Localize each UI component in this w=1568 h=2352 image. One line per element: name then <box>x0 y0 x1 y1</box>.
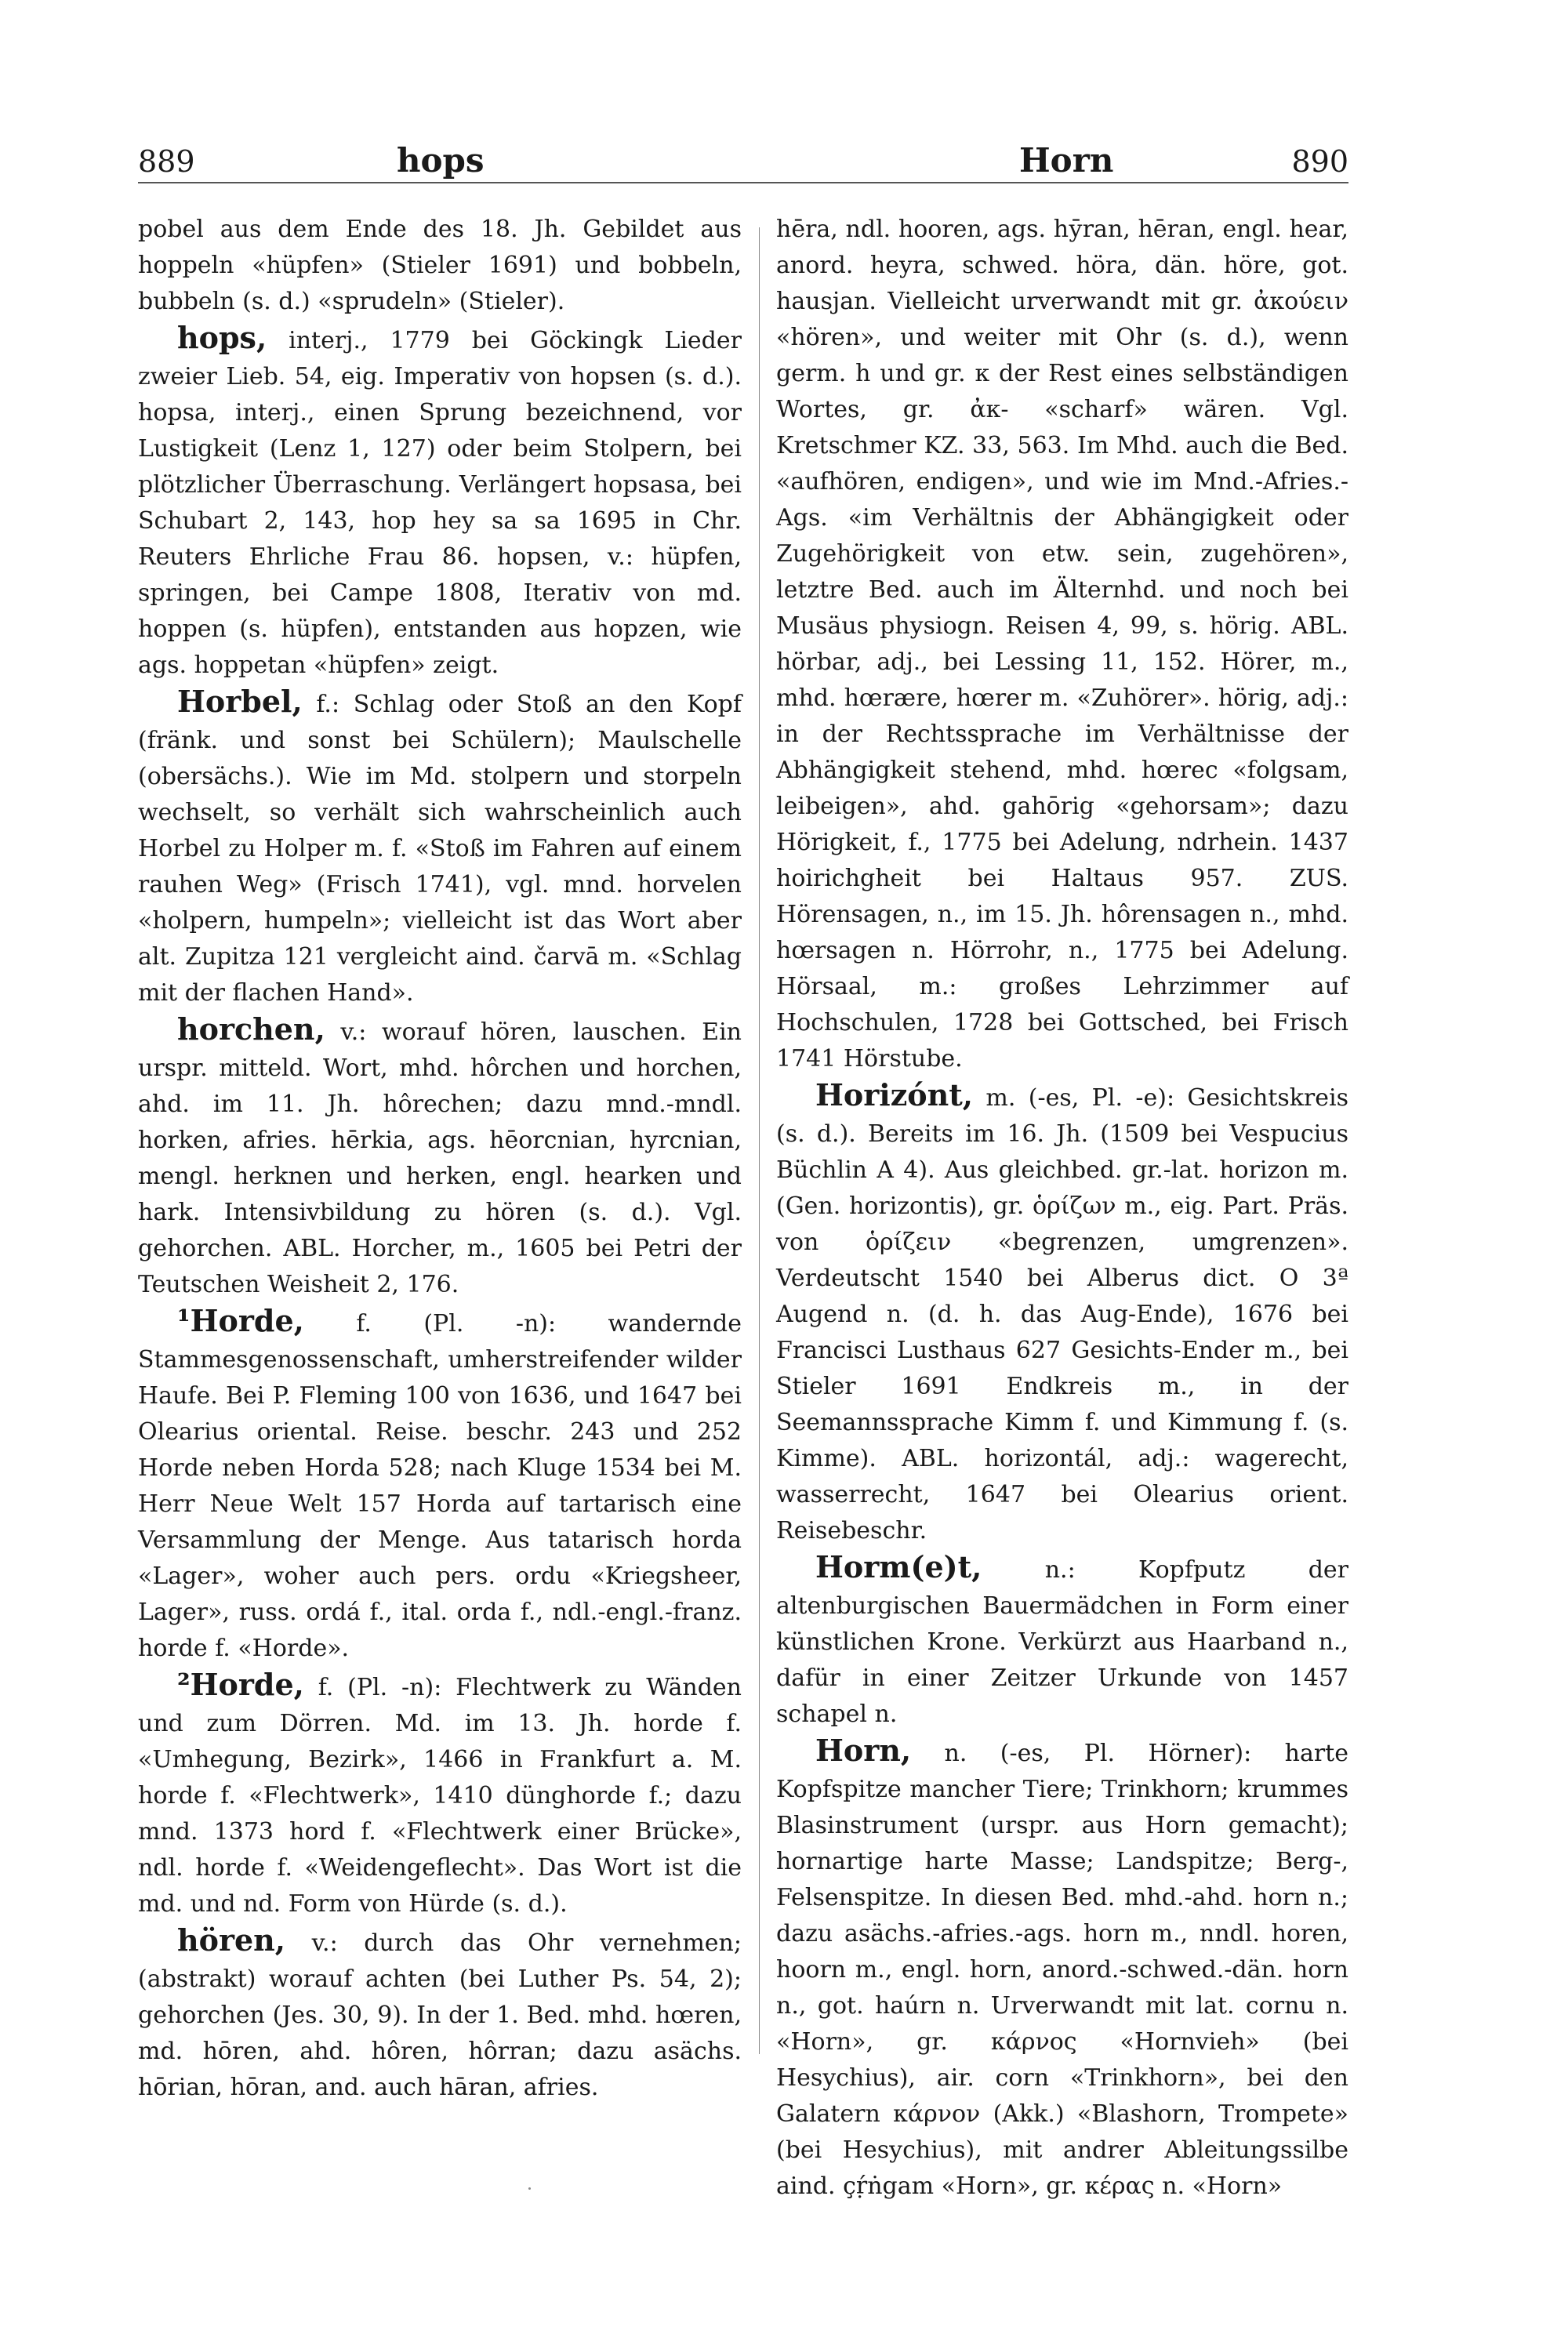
left-page-header <box>138 140 757 187</box>
dictionary-entry <box>138 1922 742 2106</box>
entry-text: hēra, ndl. hooren, ags. hӯran, hēran, engl. hear, anord. heyra, schwed. höra, dän. höre, got. hausjan. Vielleicht urverwandt mit gr. ἀκούειν «hören», und weiter mit Ohr (s. d.), wenn germ. h und gr. κ der Rest eines selbständigen Wortes, gr. ἀκ- «scharf» wären. Vgl. Kretschmer KZ. 33, 563. Im Mhd. auch die Bed. «aufhören, endigen», und wie im Mnd.-Afries.-Ags. «im Verhältnis der Abhängigkeit oder Zugehörigkeit von etw. sein, zugehören», letztre Bed. auch im Älternhd. und noch bei Musäus physiogn. Reisen 4, 99, s. hörig. ABL. hörbar, adj., bei Lessing 11, 152. Hörer, m., mhd. hœrære, hœrer m. «Zuhörer». hörig, adj.: in der Rechtssprache im Verhältnisse der Abhängigkeit stehend, mhd. hœrec «folgsam, leibeigen», ahd. gahōrig «gehorsam»; dazu Hörigkeit, f., 1775 bei Adelung, ndrhein. 1437 hoirichgheit bei Haltaus 957. ZUS. Hörensagen, n., im 15. Jh. hôrensagen n., mhd. hœrsagen n. Hörrohr, n., 1775 bei Adelung. Hörsaal, m.: großes Lehrzimmer auf Hochschulen, 1728 bei Gottsched, bei Frisch 1741 Hörstube. <box>776 216 1348 1073</box>
entry-text: v.: durch das Ohr vernehmen; (abstrakt) worauf achten (bei Luther Ps. 54, 2); gehorchen (Jes. 30, 9). In der 1. Bed. mhd. hœren, md. hōren, ahd. hôren, hôrran; dazu asächs. hōrian, hōran, and. auch hāran, afries. <box>138 1929 742 2101</box>
entry-text: n. (-es, Pl. Hörner): harte Kopfspitze mancher Tiere; Trinkhorn; krummes Blasinstrument (urspr. aus Horn gemacht); hornartige harte Masse; Landspitze; Berg-, Felsenspitze. In diesen Bed. mhd.-ahd. horn n.; dazu asächs.-afries.-ags. horn m., nndl. horen, hoorn m., engl. horn, anord.-schwed.-dän. horn n., got. haúrn n. Urverwandt mit lat. cornu n. «Horn», gr. κάρνος «Hornvieh» (bei Hesychius), air. corn «Trinkhorn», bei den Galatern κάρνον (Akk.) «Blashorn, Trompete» (bei Hesychius), mit andrer Ableitungssilbe aind. çṛ́ṅgam «Horn», gr. κέρας n. «Horn» <box>776 1740 1348 2200</box>
entry-text: pobel aus dem Ende des 18. Jh. Gebildet aus hoppeln «hüpfen» (Stieler 1691) und bobbeln, bubbeln (s. d.) «sprudeln» (Stieler). <box>138 216 742 315</box>
dictionary-entry <box>776 1733 1348 2205</box>
entry-text: m. (-es, Pl. -e): Gesichtskreis (s. d.). Bereits im 16. Jh. (1509 bei Vespucius Büchlin A 4). Aus gleichbed. gr.-lat. horizon m. (Gen. horizontis), gr. ὁρίζων m., eig. Part. Präs. von ὁρίζειν «begrenzen, umgrenzen». Verdeutscht 1540 bei Alberus dict. O 3ª Augend n. (d. h. das Aug-Ende), 1676 bei Francisci Lusthaus 627 Gesichts-Ender m., bei Stieler 1691 Endkreis m., in der Seemannssprache Kimm f. und Kimmung f. (s. Kimme). ABL. horizontál, adj.: wagerecht, wasserrecht, 1647 bei Olearius orient. Reisebeschr. <box>776 1084 1348 1544</box>
entry-text: f. (Pl. -n): Flechtwerk zu Wänden und zum Dörren. Md. im 13. Jh. horde f. «Umhegung, Bezirk», 1466 in Frankfurt a. M. horde f. «Flechtwerk», 1410 dünghorde f.; dazu mnd. 1373 hord f. «Flechtwerk einer Brücke», ndl. horde f. «Weidengeflecht». Das Wort ist die md. und nd. Form von Hürde (s. d.). <box>138 1674 742 1918</box>
left-page-number: 889 <box>138 144 195 179</box>
entry-text: n.: Kopfputz der altenburgischen Bauermädchen in Form einer künstlichen Krone. Verkürzt aus Haarband n., dafür in einer Zeitzer Urkunde von 1457 schapel n. <box>776 1556 1348 1728</box>
dictionary-entry <box>138 320 742 684</box>
entry-text: f. (Pl. -n): wandernde Stammesgenossenschaft, umherstreifender wilder Haufe. Bei P. Fleming 100 von 1636, und 1647 bei Olearius oriental. Reise. beschr. 243 und 252 Horde neben Horda 528; nach Kluge 1534 bei M. Herr Neue Welt 157 Horda auf tartarisch eine Versammlung der Menge. Aus tatarisch horda «Lager», woher auch pers. ordu «Kriegsheer, Lager», russ. ordá f., ital. orda f., ndl.-engl.-franz. horde f. «Horde». <box>138 1310 742 1662</box>
entry-headword: Horm(e)t, <box>815 1549 982 1584</box>
entry-headword: ²Horde, <box>177 1667 304 1702</box>
right-column <box>776 212 1348 2205</box>
right-running-head: Horn <box>1019 141 1114 180</box>
left-column <box>138 212 742 2106</box>
dictionary-entry <box>776 1077 1348 1549</box>
entry-text: v.: worauf hören, lauschen. Ein urspr. mitteld. Wort, mhd. hôrchen und horchen, ahd. im 11. Jh. hôrechen; dazu mnd.-mndl. horken, afries. hērkia, ags. hēorcnian, hyrcnian, mengl. herknen und herken, engl. hearken und hark. Intensivbildung zu hören (s. d.). Vgl. gehorchen. ABL. Horcher, m., 1605 bei Petri der Teutschen Weisheit 2, 176. <box>138 1018 742 1298</box>
dictionary-entry <box>776 1549 1348 1733</box>
header-rule <box>138 182 1348 183</box>
column-divider <box>759 227 760 2054</box>
entry-headword: Horizónt, <box>815 1077 974 1112</box>
right-page-number: 890 <box>1291 144 1348 179</box>
entry-text: f.: Schlag oder Stoß an den Kopf (fränk. und sonst bei Schülern); Maulschelle (obersächs.). Wie im Md. stolpern und storpeln wechselt, so verhält sich wahrscheinlich auch Horbel zu Holper m. f. «Stoß im Fahren auf einem rauhen Weg» (Frisch 1741), vgl. mnd. horvelen «holpern, humpeln»; vielleicht ist das Wort aber alt. Zupitza 121 vergleicht aind. čarvā m. «Schlag mit der flachen Hand». <box>138 691 742 1007</box>
entry-headword: hören, <box>177 1922 286 1958</box>
paper-speck <box>528 2187 531 2190</box>
entry-headword: horchen, <box>177 1011 325 1047</box>
dictionary-entry <box>138 1303 742 1667</box>
dictionary-entry <box>776 212 1348 1077</box>
entry-headword: ¹Horde, <box>177 1303 304 1338</box>
right-page-header <box>784 140 1348 187</box>
entry-headword: hops, <box>177 320 267 355</box>
left-running-head: hops <box>397 141 485 180</box>
dictionary-entry <box>138 1011 742 1303</box>
dictionary-entry <box>138 684 742 1011</box>
entry-text: interj., 1779 bei Göckingk Lieder zweier Lieb. 54, eig. Imperativ von hopsen (s. d.). hopsa, interj., einen Sprung bezeichnend, vor Lustigkeit (Lenz 1, 127) oder beim Stolpern, bei plötzlicher Überraschung. Verlängert hopsasa, bei Schubart 2, 143, hop hey sa sa 1695 in Chr. Reuters Ehrliche Frau 86. hopsen, v.: hüpfen, springen, bei Campe 1808, Iterativ von md. hoppen (s. hüpfen), entstanden aus hopzen, wie ags. hoppetan «hüpfen» zeigt. <box>138 327 742 679</box>
entry-headword: Horn, <box>815 1733 912 1768</box>
dictionary-entry <box>138 212 742 320</box>
dictionary-entry <box>138 1667 742 1922</box>
entry-headword: Horbel, <box>177 684 303 719</box>
